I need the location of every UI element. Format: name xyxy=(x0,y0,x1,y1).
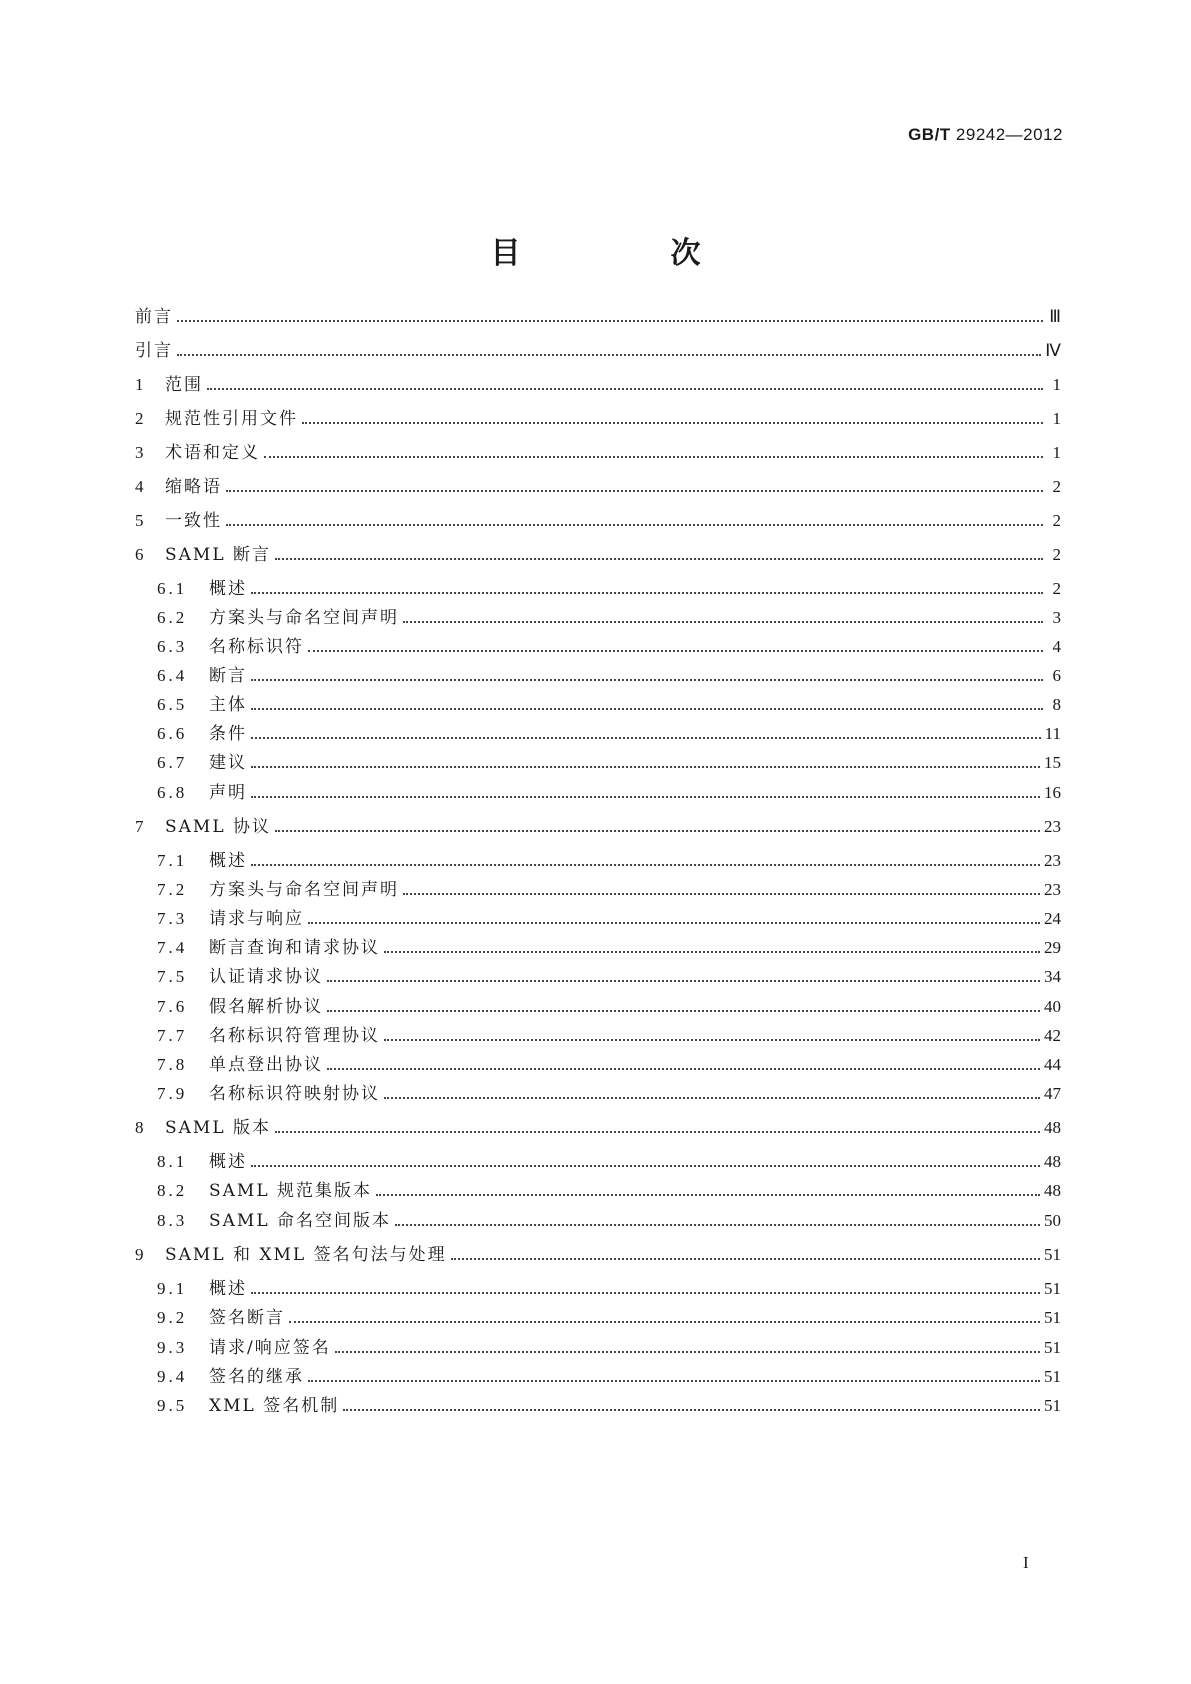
toc-dot-leader xyxy=(251,1164,1040,1167)
toc-entry[interactable] xyxy=(157,1278,1061,1300)
toc-entry-page: 16 xyxy=(1044,783,1061,802)
toc-entry-title: 范围 xyxy=(165,375,203,395)
toc-dot-leader xyxy=(302,421,1043,424)
toc-entry[interactable] xyxy=(157,607,1061,629)
toc-entry-number: 7.8 xyxy=(157,1055,188,1074)
toc-entry-title: 断言查询和请求协议 xyxy=(209,938,380,958)
toc-dot-leader xyxy=(384,1096,1040,1099)
toc-entry[interactable] xyxy=(157,937,1061,959)
standard-code: GB/T xyxy=(908,125,951,144)
toc-entry-title: 概述 xyxy=(209,1279,247,1299)
toc-entry-number: 7.2 xyxy=(157,880,188,899)
toc-entry-title: 单点登出协议 xyxy=(209,1055,323,1075)
toc-entry-page: 44 xyxy=(1044,1055,1061,1074)
toc-dot-leader xyxy=(251,765,1040,768)
toc-entry-number: 7.7 xyxy=(157,1026,188,1045)
toc-entry[interactable] xyxy=(157,1210,1061,1232)
toc-entry-number: 9.2 xyxy=(157,1308,188,1327)
toc-entry-title: SAML 断言 xyxy=(165,545,272,565)
toc-entry-title: 名称标识符管理协议 xyxy=(209,1026,380,1046)
toc-entry-title: 规范性引用文件 xyxy=(165,409,298,429)
toc-entry-number: 7.1 xyxy=(157,851,188,870)
toc-dot-leader xyxy=(376,1193,1040,1196)
toc-entry-title: 方案头与命名空间声明 xyxy=(209,880,399,900)
toc-entry[interactable] xyxy=(157,1307,1061,1329)
toc-entry-page: 51 xyxy=(1044,1367,1061,1386)
toc-entry-page: 47 xyxy=(1044,1084,1061,1103)
toc-entry-title: 前言 xyxy=(135,307,173,327)
toc-entry-title: 概述 xyxy=(209,1152,247,1172)
toc-entry-page: 42 xyxy=(1044,1026,1061,1045)
toc-entry-page: 51 xyxy=(1044,1245,1061,1264)
toc-dot-leader xyxy=(251,736,1041,739)
toc-entry-title: SAML 规范集版本 xyxy=(209,1181,373,1201)
toc-entry[interactable] xyxy=(157,752,1061,774)
toc-entry-page: 23 xyxy=(1044,851,1061,870)
toc-entry[interactable] xyxy=(135,510,1061,532)
toc-dot-leader xyxy=(308,921,1040,924)
toc-dot-leader xyxy=(275,1130,1040,1133)
toc-entry-title: SAML 和 XML 签名句法与处理 xyxy=(165,1245,447,1265)
toc-entry-page: 51 xyxy=(1044,1279,1061,1298)
toc-entry-page: 8 xyxy=(1052,695,1061,714)
toc-entry-number: 6.3 xyxy=(157,637,188,656)
toc-entry-page: 51 xyxy=(1044,1338,1061,1357)
toc-entry-number: 6.5 xyxy=(157,695,188,714)
toc-entry[interactable] xyxy=(157,1083,1061,1105)
toc-entry[interactable] xyxy=(135,442,1061,464)
toc-dot-leader xyxy=(335,1350,1040,1353)
toc-entry-title: 断言 xyxy=(209,666,247,686)
toc-dot-leader xyxy=(289,1320,1040,1323)
toc-title: 目 次 xyxy=(490,236,761,271)
toc-entry[interactable] xyxy=(157,782,1061,804)
toc-entry-title: 名称标识符 xyxy=(209,637,304,657)
toc-dot-leader xyxy=(251,591,1043,594)
toc-entry-page: 29 xyxy=(1044,938,1061,957)
toc-entry[interactable] xyxy=(135,476,1061,498)
toc-entry-number: 8.3 xyxy=(157,1211,188,1230)
toc-entry[interactable] xyxy=(157,1025,1061,1047)
toc-entry-title: SAML 版本 xyxy=(165,1118,272,1138)
toc-entry-page: Ⅳ xyxy=(1045,341,1061,360)
toc-entry[interactable] xyxy=(157,665,1061,687)
toc-entry-title: XML 签名机制 xyxy=(209,1396,340,1416)
toc-entry-page: 11 xyxy=(1044,724,1061,743)
toc-entry-title: 签名断言 xyxy=(209,1308,285,1328)
toc-entry-title: SAML 命名空间版本 xyxy=(209,1211,392,1231)
toc-dot-leader xyxy=(451,1257,1040,1260)
toc-entry[interactable] xyxy=(157,1366,1061,1388)
toc-entry-number: 6.7 xyxy=(157,753,188,772)
toc-entry-number: 6.4 xyxy=(157,666,188,685)
toc-entry[interactable] xyxy=(157,966,1061,988)
toc-entry-number: 6.1 xyxy=(157,579,188,598)
toc-entry-page: 50 xyxy=(1044,1211,1061,1230)
toc-entry-title: 术语和定义 xyxy=(165,443,260,463)
toc-entry-number: 2 xyxy=(135,409,146,428)
toc-entry-page: 2 xyxy=(1052,579,1061,598)
toc-entry-page: 51 xyxy=(1044,1308,1061,1327)
toc-entry-page: 2 xyxy=(1052,545,1061,564)
toc-dot-leader xyxy=(403,620,1043,623)
toc-dot-leader xyxy=(327,1067,1040,1070)
toc-entry-number: 9.4 xyxy=(157,1367,188,1386)
toc-dot-leader xyxy=(251,863,1040,866)
toc-entry-title: 概述 xyxy=(209,579,247,599)
toc-entry-title: 签名的继承 xyxy=(209,1367,304,1387)
toc-entry[interactable] xyxy=(135,544,1061,566)
toc-entry-page: 6 xyxy=(1052,666,1061,685)
toc-entry-number: 8.1 xyxy=(157,1152,188,1171)
toc-entry[interactable] xyxy=(157,996,1061,1018)
toc-dot-leader xyxy=(207,387,1043,390)
toc-dot-leader xyxy=(226,523,1043,526)
toc-entry-page: 24 xyxy=(1044,909,1061,928)
toc-entry-title: 一致性 xyxy=(165,511,222,531)
toc-entry[interactable] xyxy=(157,723,1061,745)
toc-dot-leader xyxy=(384,950,1040,953)
toc-entry[interactable] xyxy=(135,306,1061,328)
toc-entry-page: 1 xyxy=(1052,443,1061,462)
toc-entry-page: 1 xyxy=(1052,375,1061,394)
toc-entry-title: 建议 xyxy=(209,753,247,773)
toc-entry[interactable] xyxy=(135,374,1061,396)
toc-entry[interactable] xyxy=(157,879,1061,901)
toc-entry[interactable] xyxy=(135,1244,1061,1266)
toc-entry-page: 2 xyxy=(1052,511,1061,530)
toc-entry-title: 缩略语 xyxy=(165,477,222,497)
toc-dot-leader xyxy=(251,1291,1040,1294)
toc-entry[interactable] xyxy=(135,408,1061,430)
toc-entry-page: 40 xyxy=(1044,997,1061,1016)
toc-entry-title: 请求与响应 xyxy=(209,909,304,929)
toc-entry[interactable] xyxy=(157,1337,1061,1359)
toc-entry-title: 认证请求协议 xyxy=(209,967,323,987)
toc-entry[interactable] xyxy=(157,908,1061,930)
toc-entry-title: 方案头与命名空间声明 xyxy=(209,608,399,628)
toc-entry-page: 23 xyxy=(1044,880,1061,899)
toc-dot-leader xyxy=(327,979,1040,982)
toc-dot-leader xyxy=(327,1009,1040,1012)
toc-entry-number: 7.4 xyxy=(157,938,188,957)
toc-entry[interactable] xyxy=(135,1117,1061,1139)
toc-entry-title: 条件 xyxy=(209,724,247,744)
toc-entry-page: Ⅲ xyxy=(1049,307,1061,326)
toc-dot-leader xyxy=(177,353,1041,356)
toc-entry-page: 48 xyxy=(1044,1118,1061,1137)
toc-dot-leader xyxy=(275,829,1040,832)
toc-entry[interactable] xyxy=(157,1180,1061,1202)
toc-entry-title: 请求/响应签名 xyxy=(209,1338,331,1358)
toc-entry-page: 23 xyxy=(1044,817,1061,836)
toc-entry-number: 9.3 xyxy=(157,1338,188,1357)
toc-entry[interactable] xyxy=(157,694,1061,716)
toc-entry-number: 9 xyxy=(135,1245,146,1264)
toc-entry-number: 7.3 xyxy=(157,909,188,928)
toc-dot-leader xyxy=(226,489,1043,492)
toc-entry-page: 15 xyxy=(1044,753,1061,772)
toc-entry[interactable] xyxy=(157,578,1061,600)
toc-dot-leader xyxy=(275,557,1043,560)
toc-entry-number: 6.6 xyxy=(157,724,188,743)
toc-dot-leader xyxy=(177,319,1043,322)
toc-entry-page: 4 xyxy=(1052,637,1061,656)
toc-entry-number: 6.8 xyxy=(157,783,188,802)
toc-entry-page: 3 xyxy=(1052,608,1061,627)
toc-entry-title: SAML 协议 xyxy=(165,817,272,837)
toc-entry[interactable] xyxy=(157,850,1061,872)
toc-dot-leader xyxy=(251,678,1043,681)
toc-dot-leader xyxy=(343,1408,1040,1411)
toc-entry-number: 7.6 xyxy=(157,997,188,1016)
toc-entry-number: 8 xyxy=(135,1118,146,1137)
toc-entry-number: 9.1 xyxy=(157,1279,188,1298)
toc-entry-number: 7 xyxy=(135,817,146,836)
toc-entry-page: 1 xyxy=(1052,409,1061,428)
toc-dot-leader xyxy=(384,1038,1040,1041)
toc-entry-number: 7.5 xyxy=(157,967,188,986)
standard-number xyxy=(908,125,1063,145)
toc-entry-number: 6 xyxy=(135,545,146,564)
toc-entry-page: 48 xyxy=(1044,1152,1061,1171)
toc-entry-number: 6.2 xyxy=(157,608,188,627)
toc-entry-page: 51 xyxy=(1044,1396,1061,1415)
toc-dot-leader xyxy=(308,649,1043,652)
toc-entry[interactable] xyxy=(135,340,1061,362)
toc-dot-leader xyxy=(395,1223,1040,1226)
toc-entry[interactable] xyxy=(157,1054,1061,1076)
toc-entry-title: 主体 xyxy=(209,695,247,715)
page-number: I xyxy=(1023,1553,1029,1572)
toc-entry-number: 5 xyxy=(135,511,146,530)
toc-dot-leader xyxy=(308,1379,1040,1382)
toc-entry-number: 7.9 xyxy=(157,1084,188,1103)
toc-entry[interactable] xyxy=(135,816,1061,838)
toc-entry[interactable] xyxy=(157,1395,1061,1417)
toc-entry[interactable] xyxy=(157,636,1061,658)
toc-entry-page: 2 xyxy=(1052,477,1061,496)
toc-entry-title: 声明 xyxy=(209,783,247,803)
toc-entry-title: 名称标识符映射协议 xyxy=(209,1084,380,1104)
toc-entry-number: 4 xyxy=(135,477,146,496)
toc-entry-page: 34 xyxy=(1044,967,1061,986)
toc-entry-number: 1 xyxy=(135,375,146,394)
toc-entry[interactable] xyxy=(157,1151,1061,1173)
toc-entry-page: 48 xyxy=(1044,1181,1061,1200)
toc-entry-title: 引言 xyxy=(135,341,173,361)
toc-entry-number: 8.2 xyxy=(157,1181,188,1200)
toc-dot-leader xyxy=(251,795,1040,798)
toc-entry-title: 概述 xyxy=(209,851,247,871)
standard-year-number: 29242—2012 xyxy=(955,125,1063,144)
toc-dot-leader xyxy=(264,455,1043,458)
toc-entry-number: 3 xyxy=(135,443,146,462)
toc-dot-leader xyxy=(251,707,1043,710)
toc-entry-title: 假名解析协议 xyxy=(209,997,323,1017)
toc-entry-number: 9.5 xyxy=(157,1396,188,1415)
toc-dot-leader xyxy=(403,892,1040,895)
